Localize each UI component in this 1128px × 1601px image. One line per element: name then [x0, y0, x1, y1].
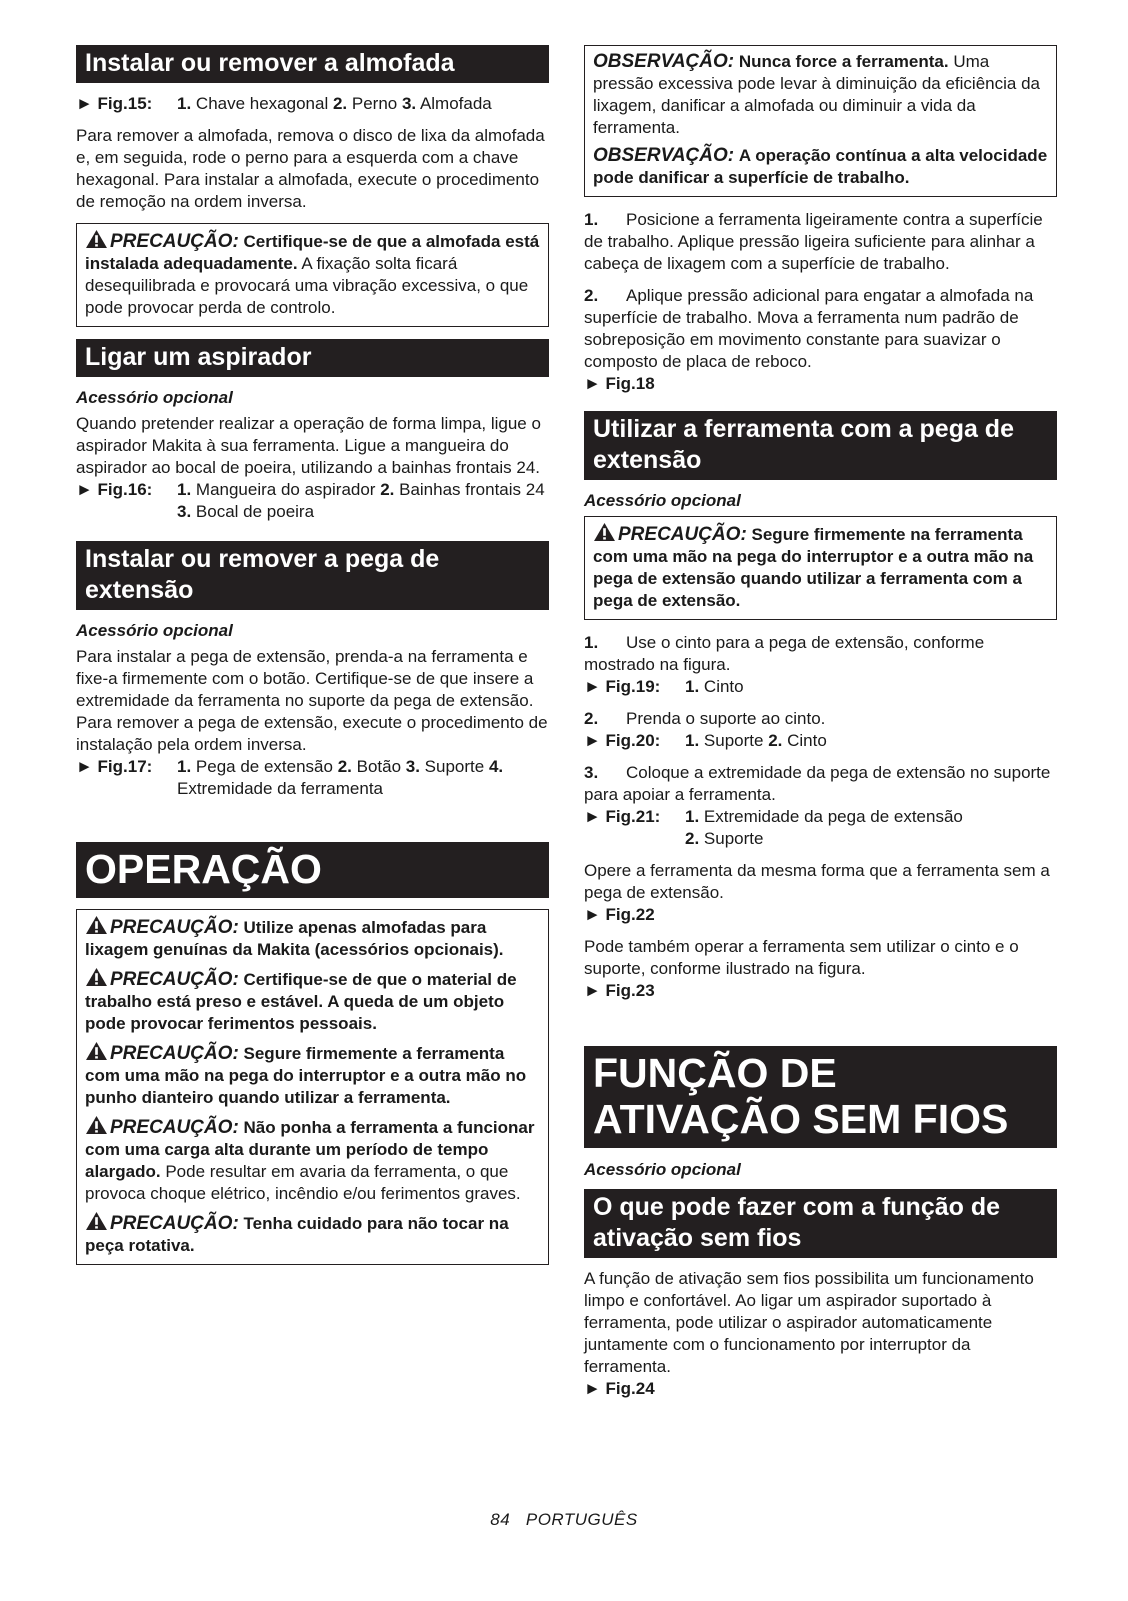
figure-item-label: Botão	[351, 757, 406, 776]
note-text	[593, 145, 1048, 189]
caution-text	[85, 229, 540, 319]
figure-item-number: 1.	[177, 94, 192, 113]
figure-item	[177, 480, 380, 499]
figure-items	[177, 93, 549, 115]
figure-reference-16	[76, 479, 549, 523]
section-heading-use-extension: Utilizar a ferramenta com a pega de extensão	[584, 411, 1057, 480]
figure-label: ► Fig.17:	[76, 757, 153, 776]
figure-reference-22	[584, 904, 1057, 926]
chapter-heading-wireless: FUNÇÃO DE ATIVAÇÃO SEM FIOS	[584, 1046, 1057, 1148]
figure-label: ► Fig.15:	[76, 94, 153, 113]
figure-item-number: 1.	[685, 807, 700, 826]
step-text: Coloque a extremidade da pega de extensão no suporte para apoiar a ferramenta.	[584, 763, 1051, 804]
optional-accessory-label: Acessório opcional	[76, 621, 233, 640]
caution-box-extension	[584, 516, 1057, 620]
figure-label: ► Fig.16:	[76, 480, 153, 499]
caution-label: PRECAUÇÃO:	[110, 1043, 239, 1064]
caution-text	[85, 1041, 540, 1109]
caution-text	[85, 1211, 540, 1257]
caution-label: PRECAUÇÃO:	[110, 917, 239, 938]
wireless-text: A função de ativação sem fios possibilita um funcionamento limpo e confortável. Ao ligar um aspirador suportado à ferramenta, pode utilizar o aspirador automaticamente juntamente com o funcionamento por interruptor da ferramenta.	[584, 1269, 1034, 1376]
caution-text	[85, 1115, 540, 1205]
caution-detail: Pode resultar em avaria da ferramenta, o que provoca choque elétrico, incêndio e/ou ferimentos graves.	[85, 1162, 521, 1203]
caution-box-pad	[76, 223, 549, 327]
page-number: 84	[490, 1510, 511, 1529]
figure-item-label: Bocal de poeira	[191, 502, 315, 521]
caution-bold: Certifique-se de que a almofada está instalada adequadamente.	[85, 232, 540, 273]
vacuum-text: Quando pretender realizar a operação de forma limpa, ligue o aspirador Makita à sua ferramenta. Ligue a mangueira do aspirador ao bocal de poeira, utilizando a bainhas frontais 24.	[76, 414, 541, 477]
warning-triangle-icon	[85, 229, 108, 249]
caution-label: PRECAUÇÃO:	[110, 231, 239, 252]
optional-accessory-label: Acessório opcional	[584, 1160, 741, 1179]
figure-label: ► Fig.23	[584, 981, 655, 1000]
step-number: 1.	[584, 210, 599, 229]
warning-triangle-icon	[85, 1041, 108, 1061]
section-heading-vacuum: Ligar um aspirador	[76, 339, 549, 377]
note-text	[593, 51, 1048, 139]
figure-label: ► Fig.19:	[584, 677, 661, 696]
figure-item	[380, 480, 544, 499]
figure-label: ► Fig.21:	[584, 807, 661, 826]
figure-item	[402, 94, 492, 113]
note-bold: Nunca force a ferramenta.	[738, 52, 949, 71]
figure-item-number: 3.	[177, 502, 192, 521]
figure-items	[685, 730, 1057, 752]
figure-reference-18	[584, 373, 1057, 395]
figure-reference-17	[76, 756, 549, 800]
section-heading-wireless-what: O que pode fazer com a função de ativação sem fios	[584, 1189, 1057, 1258]
caution-box-operation	[76, 909, 549, 1265]
figure-item-label: Pega de extensão	[191, 757, 338, 776]
step-number: 2.	[584, 286, 599, 305]
figure-items	[685, 676, 1057, 698]
figure-item	[338, 757, 406, 776]
figure-item-number: 2.	[685, 829, 700, 848]
figure-item-number: 1.	[685, 677, 700, 696]
caution-bold: Tenha cuidado para não tocar na peça rotativa.	[85, 1214, 509, 1255]
figure-item	[685, 731, 768, 750]
figure-reference-21	[584, 806, 1057, 850]
figure-item-label: Cinto	[699, 677, 744, 696]
figure-item-label: Suporte	[419, 757, 489, 776]
warning-triangle-icon	[593, 522, 616, 542]
install-pad-text: Para remover a almofada, remova o disco de lixa da almofada e, em seguida, rode o perno para a esquerda com a chave hexagonal. Para instalar a almofada, execute o procedimento de remoção na ordem inversa.	[76, 126, 545, 211]
caution-bold: Segure firmemente a ferramenta com uma mão na pega do interruptor e a outra mão no punho dianteiro quando utilizar a ferramenta.	[85, 1044, 527, 1107]
step-1	[584, 209, 1057, 275]
warning-triangle-icon	[85, 915, 108, 935]
figure-item-number: 3.	[401, 94, 417, 113]
figure-item-number: 1.	[177, 757, 192, 776]
figure-reference-23	[584, 980, 1057, 1002]
figure-item-label: Perno	[347, 94, 402, 113]
figure-item	[333, 94, 402, 113]
warning-triangle-icon	[85, 967, 108, 987]
figure-item-label: Chave hexagonal	[191, 94, 333, 113]
note-label: OBSERVAÇÃO:	[593, 51, 735, 72]
figure-item-number: 1.	[177, 480, 192, 499]
warning-triangle-icon	[85, 1211, 108, 1231]
step-2	[584, 285, 1057, 373]
footer-language: PORTUGUÊS	[525, 1510, 638, 1529]
step-text: Prenda o suporte ao cinto.	[626, 709, 826, 728]
figure-item-number: 2.	[380, 480, 395, 499]
figure-reference-20	[584, 730, 1057, 752]
figure-item-label: Cinto	[782, 731, 827, 750]
note-bold: A operação contínua a alta velocidade pode danificar a superfície de trabalho.	[593, 146, 1048, 187]
figure-item-label: Extremidade da pega de extensão	[699, 807, 963, 826]
operate-without-belt-text: Pode também operar a ferramenta sem utilizar o cinto e o suporte, conforme ilustrado na figura.	[584, 937, 1019, 978]
figure-item-number: 4.	[488, 757, 504, 776]
caution-bold: Certifique-se de que o material de trabalho está preso e estável. A queda de um objeto pode provocar ferimentos pessoais.	[85, 970, 517, 1033]
optional-accessory-label: Acessório opcional	[76, 388, 233, 407]
figure-item-number: 2.	[337, 757, 352, 776]
extension-handle-text: Para instalar a pega de extensão, prenda-a na ferramenta e fixe-a firmemente com o botão. Certifique-se de que insere a extremidade da ferramenta no suporte da pega de extensão. Para remover a pega de extensão, execute o procedimento de instalação pela ordem inversa.	[76, 647, 548, 754]
figure-items	[177, 479, 549, 523]
figure-reference-24	[584, 1378, 1057, 1400]
figure-item	[406, 757, 489, 776]
figure-item-number: 3.	[405, 757, 420, 776]
caution-label: PRECAUÇÃO:	[110, 1117, 239, 1138]
section-heading-extension-handle: Instalar ou remover a pega de extensão	[76, 541, 549, 610]
operate-text: Opere a ferramenta da mesma forma que a ferramenta sem a pega de extensão.	[584, 861, 1050, 902]
caution-text	[85, 915, 540, 961]
figure-item	[685, 807, 963, 826]
figure-item	[685, 677, 744, 696]
warning-triangle-icon	[85, 1115, 108, 1135]
figure-item	[177, 94, 333, 113]
figure-item-label: Suporte	[699, 731, 769, 750]
optional-accessory-label: Acessório opcional	[584, 491, 741, 510]
step-3	[584, 762, 1057, 806]
figure-item-label: Mangueira do aspirador	[191, 480, 381, 499]
figure-item	[768, 731, 827, 750]
figure-items	[685, 806, 1057, 850]
caution-bold: Não ponha a ferramenta a funcionar com uma carga alta durante um período de tempo alargado.	[85, 1118, 535, 1181]
step-1	[584, 632, 1057, 676]
figure-item-number: 2.	[332, 94, 348, 113]
page-footer	[0, 1510, 1128, 1530]
figure-item	[177, 757, 338, 776]
step-2	[584, 708, 1057, 730]
note-label: OBSERVAÇÃO:	[593, 145, 735, 166]
step-number: 2.	[584, 709, 599, 728]
figure-reference-15	[76, 93, 549, 115]
right-column	[584, 45, 1057, 1410]
figure-item	[685, 829, 763, 848]
step-number: 1.	[584, 633, 599, 652]
caution-bold: Utilize apenas almofadas para lixagem genuínas da Makita (acessórios opcionais).	[85, 918, 504, 959]
figure-label: ► Fig.22	[584, 905, 655, 924]
figure-label: ► Fig.18	[584, 374, 655, 393]
step-text: Posicione a ferramenta ligeiramente contra a superfície de trabalho. Aplique pressão ligeira suficiente para alinhar a cabeça de lixagem com a superfície de trabalho.	[584, 210, 1043, 273]
left-column	[76, 45, 549, 1277]
figure-label: ► Fig.24	[584, 1379, 655, 1398]
section-heading-install-pad: Instalar ou remover a almofada	[76, 45, 549, 83]
caution-label: PRECAUÇÃO:	[110, 969, 239, 990]
step-number: 3.	[584, 763, 599, 782]
figure-items	[177, 756, 549, 800]
caution-bold: Segure firmemente na ferramenta com uma mão na pega do interruptor e a outra mão na pega de extensão quando utilizar a ferramenta com a pega de extensão.	[593, 525, 1034, 610]
figure-item-label: Bainhas frontais 24	[394, 480, 545, 499]
figure-item-label: Suporte	[699, 829, 764, 848]
figure-item-number: 2.	[768, 731, 783, 750]
figure-item-number: 1.	[685, 731, 700, 750]
figure-label: ► Fig.20:	[584, 731, 661, 750]
caution-label: PRECAUÇÃO:	[618, 524, 747, 545]
step-text: Use o cinto para a pega de extensão, conforme mostrado na figura.	[584, 633, 985, 674]
caution-label: PRECAUÇÃO:	[110, 1213, 239, 1234]
caution-detail: A fixação solta ficará desequilibrada e provocará uma vibração excessiva, o que pode provocar perda de controlo.	[85, 254, 529, 317]
figure-item	[177, 502, 314, 521]
note-box	[584, 45, 1057, 197]
step-text: Aplique pressão adicional para engatar a almofada na superfície de trabalho. Mova a ferramenta num padrão de sobreposição em movimento constante para suavizar o composto de placa de reboco.	[584, 286, 1034, 371]
caution-text	[85, 967, 540, 1035]
figure-reference-19	[584, 676, 1057, 698]
note-detail: Uma pressão excessiva pode levar à diminuição da eficiência da lixagem, danificar a almofada ou diminuir a vida da ferramenta.	[593, 52, 1040, 137]
chapter-heading-operation: OPERAÇÃO	[76, 842, 549, 898]
figure-item-label: Almofada	[416, 94, 492, 113]
figure-item-label: Extremidade da ferramenta	[177, 779, 383, 798]
caution-text	[593, 522, 1048, 612]
